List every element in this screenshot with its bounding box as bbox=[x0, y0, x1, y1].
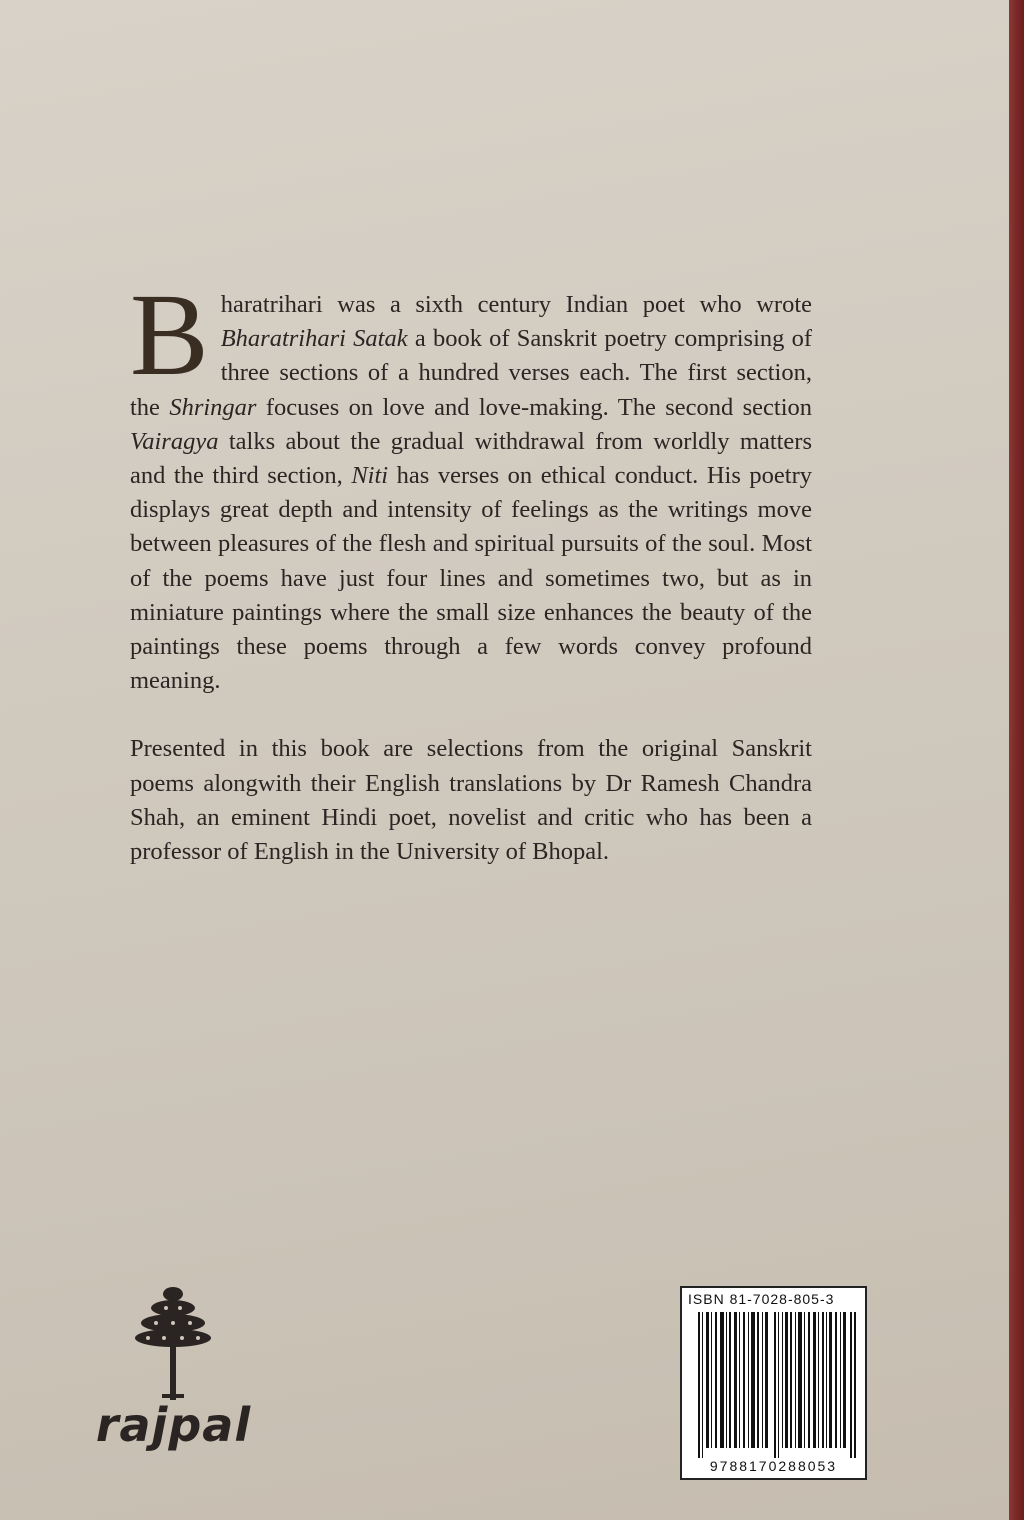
book-description bbox=[130, 269, 813, 869]
tree-icon bbox=[86, 1280, 261, 1400]
description-paragraph-1: Bharatrihari was a sixth century Indian poet who wrote Bharatrihari Satak a book of Sanskrit poetry comprising of three sections of a hundred verses each. The first section, the Shringar focuses on love and love-making. The second section Vairagya talks about the gradual withdrawal from worldly matters and the third section, Niti has verses on ethical conduct. His poetry displays great depth and intensity of feelings as the writings move between pleasures of the flesh and spiritual pursuits of the soul. Most of the poems have just four lines and sometimes two, but as in miniature paintings where the small size enhances the beauty of the paintings these poems through a few words convey profound meaning. bbox=[130, 269, 813, 695]
spine-edge bbox=[1009, 0, 1024, 1520]
publisher-name: rajpal bbox=[95, 1398, 252, 1452]
barcode-number: 9788170288053 bbox=[709, 1458, 838, 1474]
drop-cap: B bbox=[130, 269, 209, 400]
description-paragraph-2: Presented in this book are selections from the original Sanskrit poems alongwith their English translations by Dr Ramesh Chandra Shah, an eminent Hindi poet, novelist and critic who has been a professor of English in the University of Bhopal. bbox=[130, 735, 812, 866]
isbn-barcode-box bbox=[680, 1286, 867, 1480]
publisher-logo bbox=[86, 1280, 261, 1460]
barcode-icon bbox=[698, 1312, 856, 1458]
isbn-label: ISBN 81-7028-805-3 bbox=[688, 1291, 835, 1307]
